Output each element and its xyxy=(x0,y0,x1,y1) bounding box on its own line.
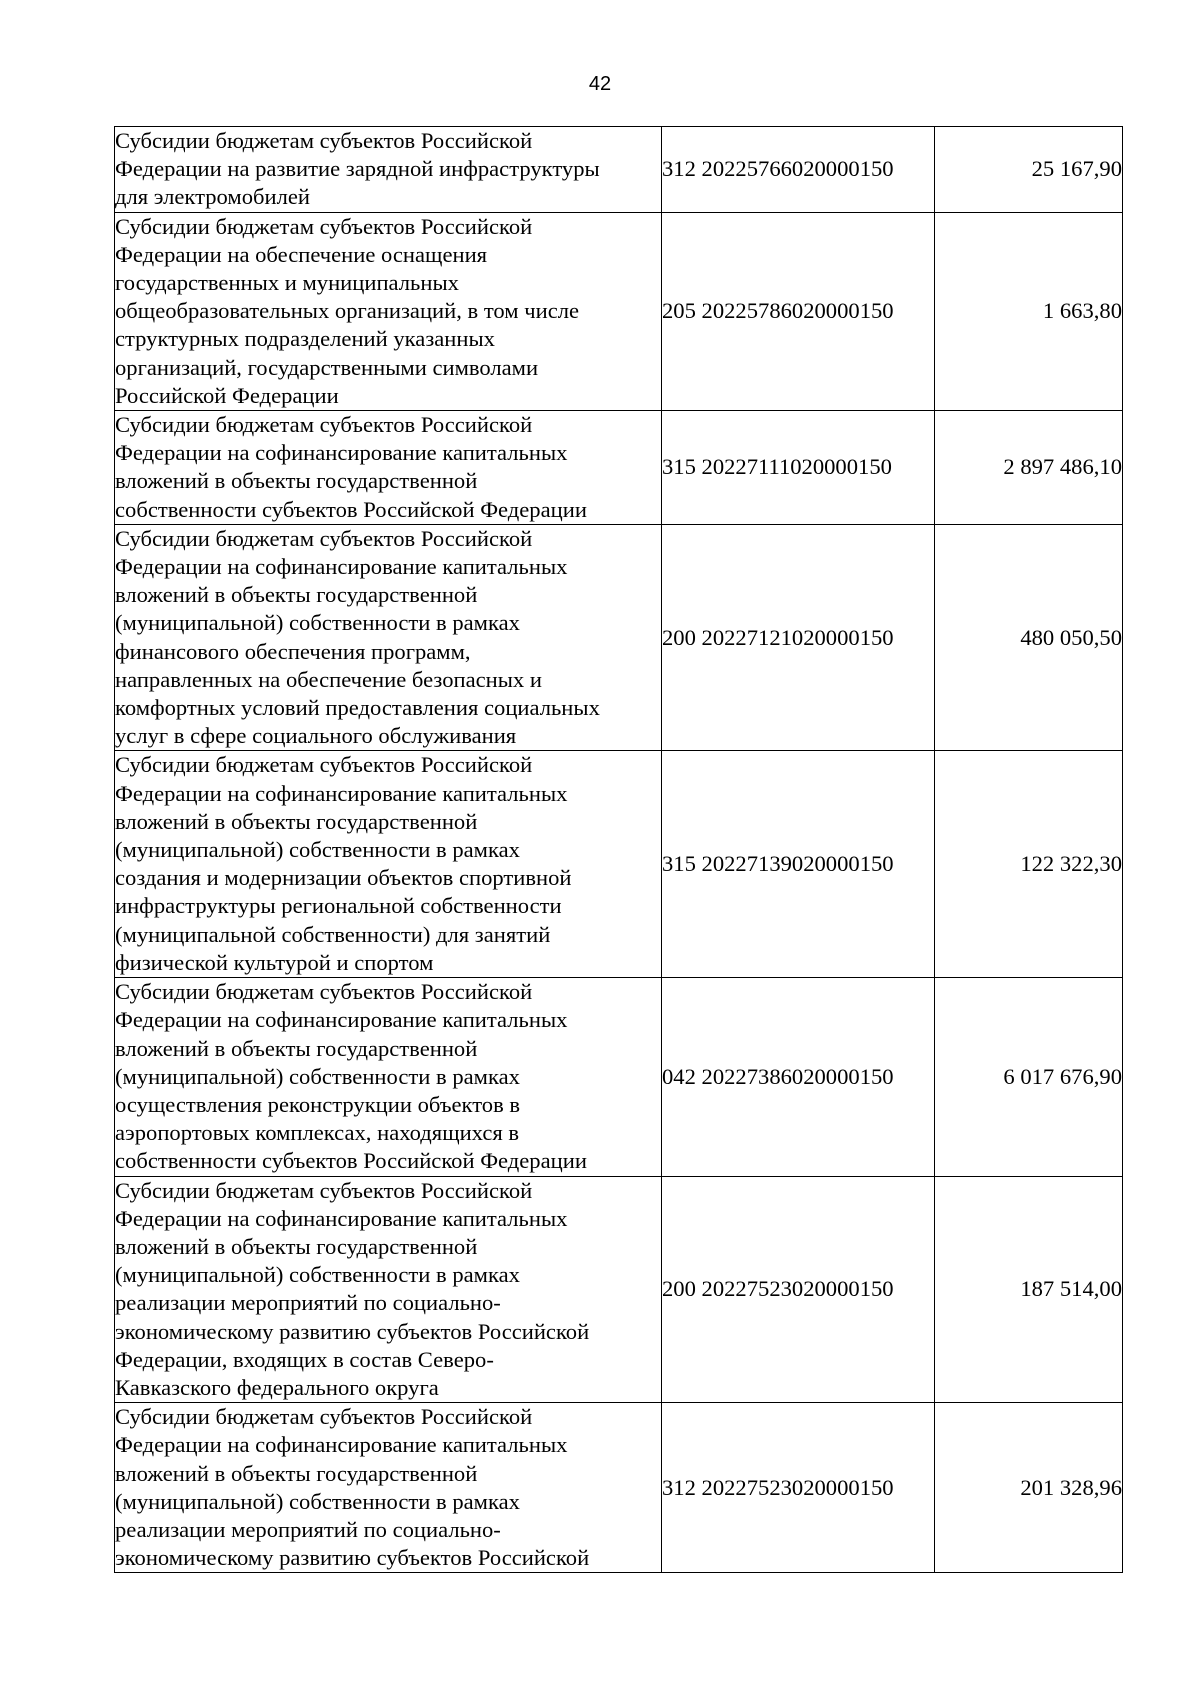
description-line: реализации мероприятий по социально- xyxy=(115,1290,501,1316)
table-row xyxy=(115,212,1123,410)
amount-value: 122 322,30 xyxy=(935,751,1123,978)
budget-code: 312 20227523020000150 xyxy=(662,1403,935,1573)
table-row xyxy=(115,411,1123,525)
table-row xyxy=(115,751,1123,978)
description-line: направленных на обеспечение безопасных и xyxy=(115,666,542,692)
page-number: 42 xyxy=(588,73,612,95)
description-line: вложений в объекты государственной xyxy=(115,582,478,608)
description-line: Субсидии бюджетам субъектов Российской xyxy=(115,1404,533,1430)
description-line: вложений в объекты государственной xyxy=(115,808,478,834)
description-line: Федерации на софинансирование капитальных xyxy=(115,1432,568,1458)
row-description xyxy=(115,212,662,410)
table-row xyxy=(115,1403,1123,1573)
description-line: Федерации на софинансирование капитальных xyxy=(115,1205,568,1231)
budget-code: 042 20227386020000150 xyxy=(662,978,935,1176)
amount-value: 2 897 486,10 xyxy=(935,411,1123,525)
description-line: Федерации на обеспечение оснащения xyxy=(115,241,488,267)
description-line: создания и модернизации объектов спортивной xyxy=(115,865,572,891)
description-line: экономическому развитию субъектов Российской xyxy=(115,1318,590,1344)
description-line: услуг в сфере социального обслуживания xyxy=(115,723,517,749)
description-line: Федерации на софинансирование капитальных xyxy=(115,780,568,806)
table-row xyxy=(115,127,1123,213)
description-line: реализации мероприятий по социально- xyxy=(115,1516,501,1542)
amount-value: 480 050,50 xyxy=(935,524,1123,751)
row-description xyxy=(115,127,662,213)
description-line: экономическому развитию субъектов Российской xyxy=(115,1545,590,1571)
description-line: собственности субъектов Российской Федерации xyxy=(115,496,587,522)
amount-value: 25 167,90 xyxy=(935,127,1123,213)
amount-value: 6 017 676,90 xyxy=(935,978,1123,1176)
row-description xyxy=(115,1176,662,1403)
row-description xyxy=(115,978,662,1176)
row-description xyxy=(115,524,662,751)
table-row xyxy=(115,1176,1123,1403)
description-line: Федерации на софинансирование капитальных xyxy=(115,554,568,580)
amount-value: 1 663,80 xyxy=(935,212,1123,410)
description-line: финансового обеспечения программ, xyxy=(115,638,471,664)
description-line: Субсидии бюджетам субъектов Российской xyxy=(115,979,533,1005)
description-line: для электромобилей xyxy=(115,184,310,210)
description-line: (муниципальной) собственности в рамках xyxy=(115,1488,520,1514)
row-description xyxy=(115,751,662,978)
description-line: Российской Федерации xyxy=(115,382,339,408)
table-row xyxy=(115,978,1123,1176)
budget-code: 315 20227139020000150 xyxy=(662,751,935,978)
description-line: вложений в объекты государственной xyxy=(115,1460,478,1486)
description-line: (муниципальной) собственности в рамках xyxy=(115,837,520,863)
budget-code: 200 20227523020000150 xyxy=(662,1176,935,1403)
description-line: вложений в объекты государственной xyxy=(115,468,478,494)
budget-code: 315 20227111020000150 xyxy=(662,411,935,525)
description-line: комфортных условий предоставления социальных xyxy=(115,695,600,721)
description-line: аэропортовых комплексах, находящихся в xyxy=(115,1120,520,1146)
description-line: (муниципальной) собственности в рамках xyxy=(115,1262,520,1288)
description-line: структурных подразделений указанных xyxy=(115,326,495,352)
description-line: государственных и муниципальных xyxy=(115,270,459,296)
description-line: Субсидии бюджетам субъектов Российской xyxy=(115,412,533,438)
description-line: Федерации на софинансирование капитальных xyxy=(115,1007,568,1033)
row-description xyxy=(115,1403,662,1573)
description-line: Субсидии бюджетам субъектов Российской xyxy=(115,1177,533,1203)
description-line: вложений в объекты государственной xyxy=(115,1035,478,1061)
budget-code: 205 20225786020000150 xyxy=(662,212,935,410)
description-line: инфраструктуры региональной собственности xyxy=(115,893,562,919)
description-line: осуществления реконструкции объектов в xyxy=(115,1091,521,1117)
budget-table xyxy=(114,126,1123,1573)
description-line: (муниципальной) собственности в рамках xyxy=(115,610,520,636)
description-line: (муниципальной) собственности в рамках xyxy=(115,1063,520,1089)
description-line: Субсидии бюджетам субъектов Российской xyxy=(115,213,533,239)
row-description xyxy=(115,411,662,525)
description-line: Кавказского федерального округа xyxy=(115,1374,439,1400)
budget-code: 200 20227121020000150 xyxy=(662,524,935,751)
description-line: (муниципальной собственности) для занятий xyxy=(115,921,551,947)
description-line: Федерации на софинансирование капитальных xyxy=(115,440,568,466)
amount-value: 187 514,00 xyxy=(935,1176,1123,1403)
description-line: Субсидии бюджетам субъектов Российской xyxy=(115,525,533,551)
description-line: Федерации, входящих в состав Северо- xyxy=(115,1346,494,1372)
description-line: физической культурой и спортом xyxy=(115,949,434,975)
description-line: Субсидии бюджетам субъектов Российской xyxy=(115,128,533,153)
description-line: Субсидии бюджетам субъектов Российской xyxy=(115,752,533,778)
description-line: организаций, государственными символами xyxy=(115,354,539,380)
description-line: Федерации на развитие зарядной инфраструктуры xyxy=(115,156,600,182)
description-line: общеобразовательных организаций, в том числе xyxy=(115,298,580,324)
budget-code: 312 20225766020000150 xyxy=(662,127,935,213)
description-line: собственности субъектов Российской Федерации xyxy=(115,1148,587,1174)
budget-table-body xyxy=(115,127,1123,1573)
table-row xyxy=(115,524,1123,751)
description-line: вложений в объекты государственной xyxy=(115,1233,478,1259)
amount-value: 201 328,96 xyxy=(935,1403,1123,1573)
